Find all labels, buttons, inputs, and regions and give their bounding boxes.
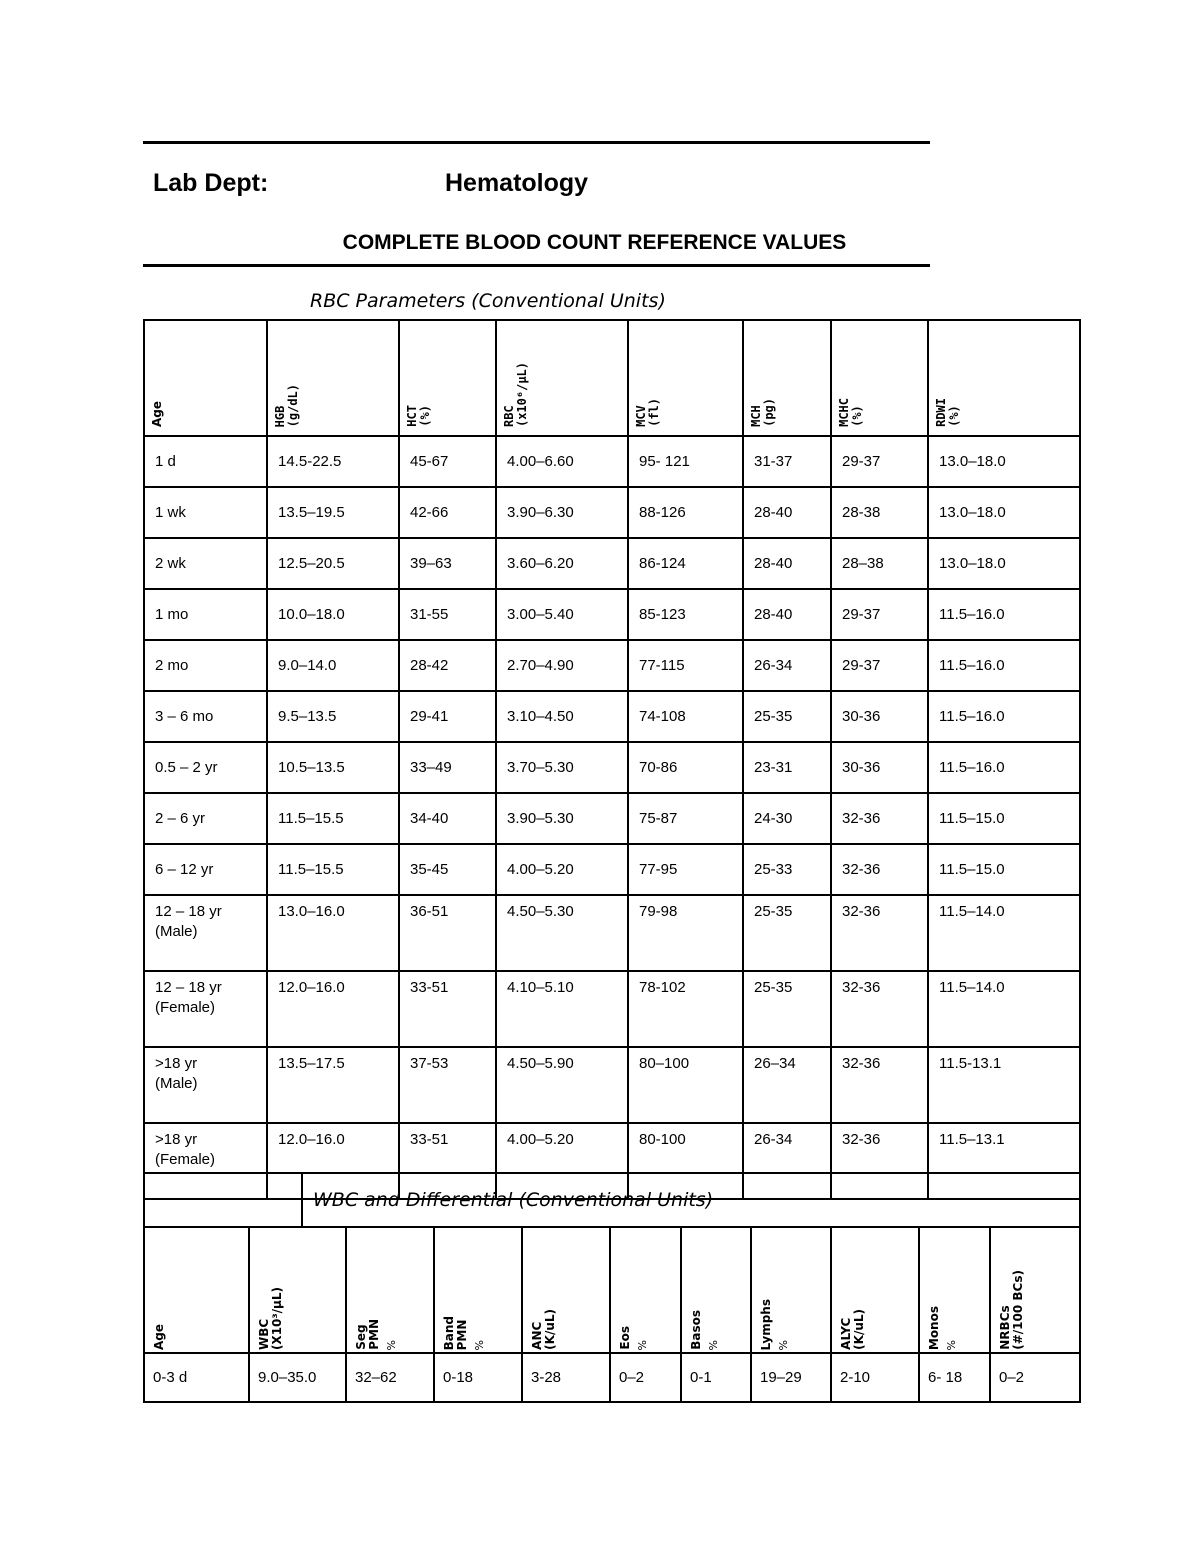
wbc-column-unit: % xyxy=(707,1339,720,1350)
wbc-column-header-label: ALYC (K/uL) xyxy=(839,1309,866,1350)
value-cell: 25-35 xyxy=(743,691,831,742)
value-cell: 4.50–5.30 xyxy=(496,895,628,971)
table-row xyxy=(144,436,1080,487)
wbc-column-unit: % xyxy=(945,1339,958,1350)
value-cell: 19–29 xyxy=(751,1353,831,1402)
document-title: COMPLETE BLOOD COUNT REFERENCE VALUES xyxy=(342,231,847,254)
table-row xyxy=(144,640,1080,691)
value-cell: 39–63 xyxy=(399,538,496,589)
value-cell: 26-34 xyxy=(743,1123,831,1199)
rbc-section-title: RBC Parameters (Conventional Units) xyxy=(310,290,666,312)
value-cell: 25-35 xyxy=(743,895,831,971)
rbc-column-header-label: MCV (fl) xyxy=(634,398,661,427)
value-cell: 45-67 xyxy=(399,436,496,487)
rbc-header-row xyxy=(144,320,1080,436)
value-cell: 9.0–14.0 xyxy=(267,640,399,691)
value-cell: 11.5–13.1 xyxy=(928,1123,1080,1199)
value-cell: 10.0–18.0 xyxy=(267,589,399,640)
table-row xyxy=(144,844,1080,895)
value-cell: 4.10–5.10 xyxy=(496,971,628,1047)
value-cell: 11.5-13.1 xyxy=(928,1047,1080,1123)
wbc-column-header xyxy=(751,1227,831,1353)
value-cell: 28–38 xyxy=(831,538,928,589)
rbc-column-header-label: MCH (pg) xyxy=(749,398,776,427)
wbc-column-header-label: NRBCs (#/100 BCs) xyxy=(998,1270,1025,1350)
rbc-column-header xyxy=(144,320,267,436)
value-cell: 29-41 xyxy=(399,691,496,742)
wbc-section-banner xyxy=(143,1172,1081,1228)
wbc-column-header xyxy=(346,1227,434,1353)
rbc-column-header-label: RDWI (%) xyxy=(934,398,961,427)
value-cell: 13.5–19.5 xyxy=(267,487,399,538)
value-cell: 88-126 xyxy=(628,487,743,538)
top-rule xyxy=(143,141,930,144)
wbc-column-header-label: ANC (K/uL) xyxy=(530,1309,557,1350)
value-cell: 0-1 xyxy=(681,1353,751,1402)
value-cell: 78-102 xyxy=(628,971,743,1047)
value-cell: 32-36 xyxy=(831,971,928,1047)
table-row xyxy=(144,589,1080,640)
value-cell: 37-53 xyxy=(399,1047,496,1123)
wbc-column-header-label: Band PMN xyxy=(442,1315,469,1350)
value-cell: 14.5-22.5 xyxy=(267,436,399,487)
wbc-banner-spacer xyxy=(144,1173,302,1227)
value-cell: 6- 18 xyxy=(919,1353,990,1402)
table-row xyxy=(144,1047,1080,1123)
wbc-column-header-label: Eos xyxy=(618,1326,632,1350)
age-cell: 12 – 18 yr (Female) xyxy=(144,971,267,1047)
value-cell: 11.5–15.0 xyxy=(928,793,1080,844)
value-cell: 28-42 xyxy=(399,640,496,691)
value-cell: 36-51 xyxy=(399,895,496,971)
value-cell: 4.00–5.20 xyxy=(496,844,628,895)
wbc-column-header-label: Seg PMN xyxy=(354,1319,381,1350)
value-cell: 11.5–16.0 xyxy=(928,589,1080,640)
value-cell: 11.5–16.0 xyxy=(928,742,1080,793)
value-cell: 26–34 xyxy=(743,1047,831,1123)
age-cell: 6 – 12 yr xyxy=(144,844,267,895)
wbc-column-header xyxy=(919,1227,990,1353)
value-cell: 32-36 xyxy=(831,844,928,895)
value-cell: 30-36 xyxy=(831,742,928,793)
value-cell: 35-45 xyxy=(399,844,496,895)
wbc-section-title: WBC and Differential (Conventional Units) xyxy=(302,1173,1080,1227)
value-cell: 2.70–4.90 xyxy=(496,640,628,691)
value-cell: 0-18 xyxy=(434,1353,522,1402)
value-cell: 4.00–5.20 xyxy=(496,1123,628,1199)
table-row xyxy=(144,895,1080,971)
value-cell: 31-37 xyxy=(743,436,831,487)
value-cell: 13.0–18.0 xyxy=(928,487,1080,538)
table-row xyxy=(144,538,1080,589)
wbc-column-header-label: Monos xyxy=(927,1305,941,1350)
age-cell: >18 yr (Male) xyxy=(144,1047,267,1123)
wbc-column-header xyxy=(681,1227,751,1353)
value-cell: 80-100 xyxy=(628,1123,743,1199)
value-cell: 86-124 xyxy=(628,538,743,589)
value-cell: 85-123 xyxy=(628,589,743,640)
wbc-column-header-label: Age xyxy=(152,1323,166,1350)
wbc-column-header-label: Basos xyxy=(689,1310,703,1350)
value-cell: 3-28 xyxy=(522,1353,610,1402)
value-cell: 13.5–17.5 xyxy=(267,1047,399,1123)
wbc-column-header xyxy=(831,1227,919,1353)
value-cell: 11.5–14.0 xyxy=(928,971,1080,1047)
age-cell: 0-3 d xyxy=(144,1353,249,1402)
rbc-column-header-label: Age xyxy=(150,400,164,427)
age-cell: 2 mo xyxy=(144,640,267,691)
age-cell: 1 mo xyxy=(144,589,267,640)
value-cell: 11.5–15.5 xyxy=(267,793,399,844)
value-cell: 80–100 xyxy=(628,1047,743,1123)
wbc-body xyxy=(144,1353,1080,1402)
age-cell: 1 d xyxy=(144,436,267,487)
value-cell: 32-36 xyxy=(831,1123,928,1199)
value-cell: 32–62 xyxy=(346,1353,434,1402)
value-cell: 3.90–5.30 xyxy=(496,793,628,844)
value-cell: 32-36 xyxy=(831,793,928,844)
value-cell: 95- 121 xyxy=(628,436,743,487)
value-cell: 77-95 xyxy=(628,844,743,895)
value-cell: 11.5–14.0 xyxy=(928,895,1080,971)
value-cell: 12.0–16.0 xyxy=(267,1123,399,1199)
value-cell: 2-10 xyxy=(831,1353,919,1402)
wbc-column-header xyxy=(249,1227,346,1353)
value-cell: 42-66 xyxy=(399,487,496,538)
value-cell: 74-108 xyxy=(628,691,743,742)
age-cell: 2 – 6 yr xyxy=(144,793,267,844)
wbc-column-unit: % xyxy=(777,1339,790,1350)
rbc-column-header-label: MCHC (%) xyxy=(837,398,864,427)
value-cell: 11.5–15.5 xyxy=(267,844,399,895)
value-cell: 33-51 xyxy=(399,971,496,1047)
table-row xyxy=(144,742,1080,793)
wbc-column-unit: % xyxy=(636,1339,649,1350)
wbc-column-header-label: WBC (X10³/µL) xyxy=(257,1286,284,1350)
title-rule xyxy=(143,264,930,267)
value-cell: 79-98 xyxy=(628,895,743,971)
value-cell: 23-31 xyxy=(743,742,831,793)
table-row xyxy=(144,1353,1080,1402)
value-cell: 12.0–16.0 xyxy=(267,971,399,1047)
value-cell: 3.90–6.30 xyxy=(496,487,628,538)
rbc-parameters-table xyxy=(143,319,1081,1200)
value-cell: 3.00–5.40 xyxy=(496,589,628,640)
value-cell: 11.5–16.0 xyxy=(928,640,1080,691)
value-cell: 29-37 xyxy=(831,640,928,691)
age-cell: 2 wk xyxy=(144,538,267,589)
value-cell: 13.0–16.0 xyxy=(267,895,399,971)
rbc-column-header xyxy=(496,320,628,436)
rbc-column-header xyxy=(267,320,399,436)
lab-dept-value: Hematology xyxy=(445,169,589,197)
value-cell: 4.50–5.90 xyxy=(496,1047,628,1123)
age-cell: 0.5 – 2 yr xyxy=(144,742,267,793)
wbc-column-unit: % xyxy=(385,1339,398,1350)
value-cell: 12.5–20.5 xyxy=(267,538,399,589)
wbc-column-unit: % xyxy=(473,1339,486,1350)
value-cell: 9.5–13.5 xyxy=(267,691,399,742)
table-row xyxy=(144,793,1080,844)
wbc-column-header xyxy=(522,1227,610,1353)
value-cell: 0–2 xyxy=(990,1353,1080,1402)
value-cell: 10.5–13.5 xyxy=(267,742,399,793)
value-cell: 11.5–16.0 xyxy=(928,691,1080,742)
value-cell: 26-34 xyxy=(743,640,831,691)
value-cell: 25-33 xyxy=(743,844,831,895)
value-cell: 34-40 xyxy=(399,793,496,844)
value-cell: 11.5–15.0 xyxy=(928,844,1080,895)
rbc-body xyxy=(144,436,1080,1199)
wbc-column-header xyxy=(990,1227,1080,1353)
age-cell: >18 yr (Female) xyxy=(144,1123,267,1199)
value-cell: 13.0–18.0 xyxy=(928,436,1080,487)
value-cell: 29-37 xyxy=(831,589,928,640)
value-cell: 28-38 xyxy=(831,487,928,538)
wbc-column-header xyxy=(144,1227,249,1353)
rbc-column-header-label: RBC (x10⁶/µL) xyxy=(502,361,529,427)
rbc-column-header xyxy=(831,320,928,436)
rbc-column-header-label: HCT (%) xyxy=(405,405,432,427)
table-row xyxy=(144,691,1080,742)
lab-dept-label: Lab Dept: xyxy=(153,169,269,197)
value-cell: 24-30 xyxy=(743,793,831,844)
value-cell: 77-115 xyxy=(628,640,743,691)
wbc-header-row xyxy=(144,1227,1080,1353)
value-cell: 4.00–6.60 xyxy=(496,436,628,487)
wbc-column-header-label: Lymphs xyxy=(759,1298,773,1350)
wbc-differential-table xyxy=(143,1226,1081,1403)
value-cell: 32-36 xyxy=(831,895,928,971)
age-cell: 1 wk xyxy=(144,487,267,538)
wbc-column-header xyxy=(434,1227,522,1353)
value-cell: 3.70–5.30 xyxy=(496,742,628,793)
rbc-column-header xyxy=(743,320,831,436)
value-cell: 0–2 xyxy=(610,1353,681,1402)
value-cell: 28-40 xyxy=(743,589,831,640)
value-cell: 70-86 xyxy=(628,742,743,793)
wbc-column-header xyxy=(610,1227,681,1353)
value-cell: 33-51 xyxy=(399,1123,496,1199)
value-cell: 28-40 xyxy=(743,487,831,538)
value-cell: 3.10–4.50 xyxy=(496,691,628,742)
rbc-column-header-label: HGB (g/dL) xyxy=(273,383,300,427)
value-cell: 32-36 xyxy=(831,1047,928,1123)
rbc-column-header xyxy=(928,320,1080,436)
value-cell: 33–49 xyxy=(399,742,496,793)
value-cell: 28-40 xyxy=(743,538,831,589)
value-cell: 29-37 xyxy=(831,436,928,487)
table-row xyxy=(144,487,1080,538)
value-cell: 31-55 xyxy=(399,589,496,640)
value-cell: 75-87 xyxy=(628,793,743,844)
age-cell: 12 – 18 yr (Male) xyxy=(144,895,267,971)
value-cell: 13.0–18.0 xyxy=(928,538,1080,589)
rbc-column-header xyxy=(399,320,496,436)
value-cell: 9.0–35.0 xyxy=(249,1353,346,1402)
rbc-column-header xyxy=(628,320,743,436)
age-cell: 3 – 6 mo xyxy=(144,691,267,742)
value-cell: 25-35 xyxy=(743,971,831,1047)
value-cell: 30-36 xyxy=(831,691,928,742)
value-cell: 3.60–6.20 xyxy=(496,538,628,589)
table-row xyxy=(144,971,1080,1047)
